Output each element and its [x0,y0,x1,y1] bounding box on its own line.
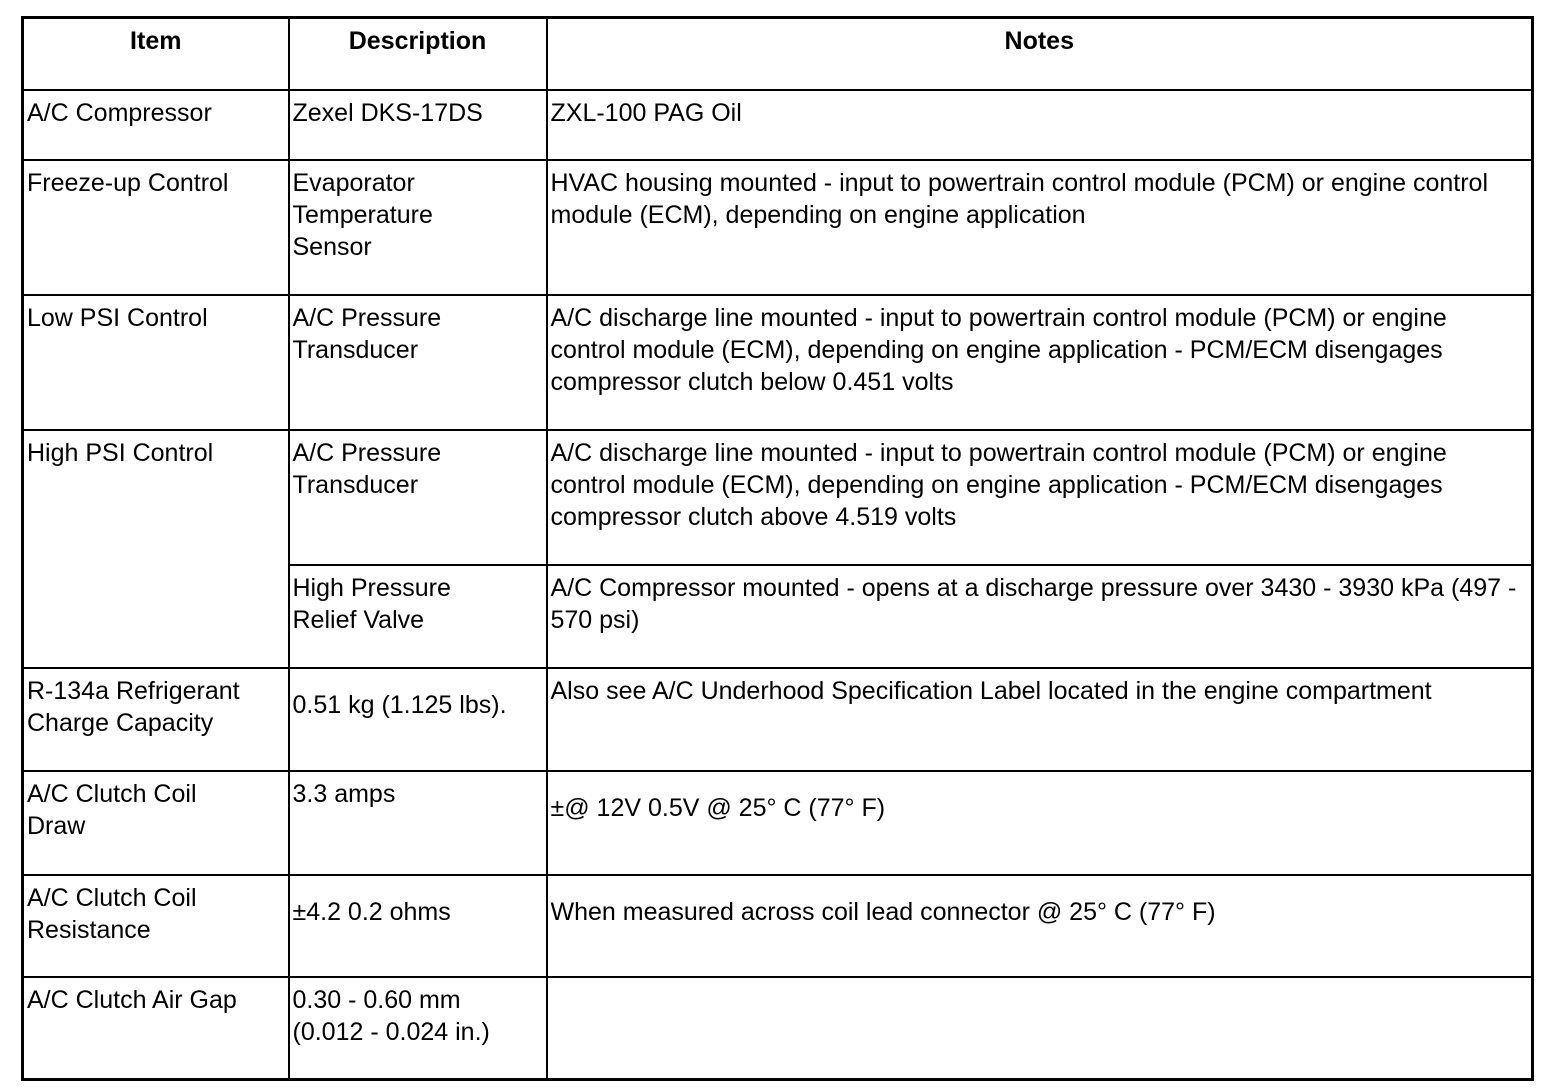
description-cell: Evaporator Temperature Sensor [289,160,547,295]
table-row [23,771,1533,875]
item-cell: A/C Clutch Coil Resistance [23,875,289,977]
item-cell: A/C Compressor [23,90,289,160]
description-cell: A/C Pressure Transducer [289,295,547,430]
item-cell: Freeze-up Control [23,160,289,295]
notes-cell: Also see A/C Underhood Specification Label located in the engine compartment [547,668,1533,771]
description-cell: Zexel DKS-17DS [289,90,547,160]
description-cell: ±4.2 0.2 ohms [289,875,547,977]
header-notes: Notes [547,18,1533,90]
description-cell: 0.51 kg (1.125 lbs). [289,668,547,771]
description-cell: A/C Pressure Transducer [289,430,547,565]
item-cell: A/C Clutch Coil Draw [23,771,289,875]
item-cell: Low PSI Control [23,295,289,430]
item-cell: A/C Clutch Air Gap [23,977,289,1080]
table-row [23,875,1533,977]
notes-cell: A/C discharge line mounted - input to powertrain control module (PCM) or engine control module (ECM), depending on engine application - PCM/ECM disengages compressor clutch above 4.519 volts [547,430,1533,565]
description-cell: 3.3 amps [289,771,547,875]
notes-cell: A/C Compressor mounted - opens at a discharge pressure over 3430 - 3930 kPa (497 - 570 psi) [547,565,1533,668]
table-row [23,160,1533,295]
table-row [23,668,1533,771]
description-cell: 0.30 - 0.60 mm (0.012 - 0.024 in.) [289,977,547,1080]
table-row [23,295,1533,430]
header-row [23,18,1533,90]
notes-cell [547,977,1533,1080]
item-cell: R-134a Refrigerant Charge Capacity [23,668,289,771]
table-row [23,977,1533,1080]
table-row [23,90,1533,160]
description-cell: High Pressure Relief Valve [289,565,547,668]
specifications-table [21,16,1534,1081]
notes-cell: When measured across coil lead connector @ 25° C (77° F) [547,875,1533,977]
table-row [23,430,1533,565]
item-cell: High PSI Control [23,430,289,668]
notes-cell: ZXL-100 PAG Oil [547,90,1533,160]
header-item: Item [23,18,289,90]
notes-cell: HVAC housing mounted - input to powertrain control module (PCM) or engine control module (ECM), depending on engine application [547,160,1533,295]
notes-cell: ±@ 12V 0.5V @ 25° C (77° F) [547,771,1533,875]
notes-cell: A/C discharge line mounted - input to powertrain control module (PCM) or engine control module (ECM), depending on engine application - PCM/ECM disengages compressor clutch below 0.451 volts [547,295,1533,430]
header-description: Description [289,18,547,90]
